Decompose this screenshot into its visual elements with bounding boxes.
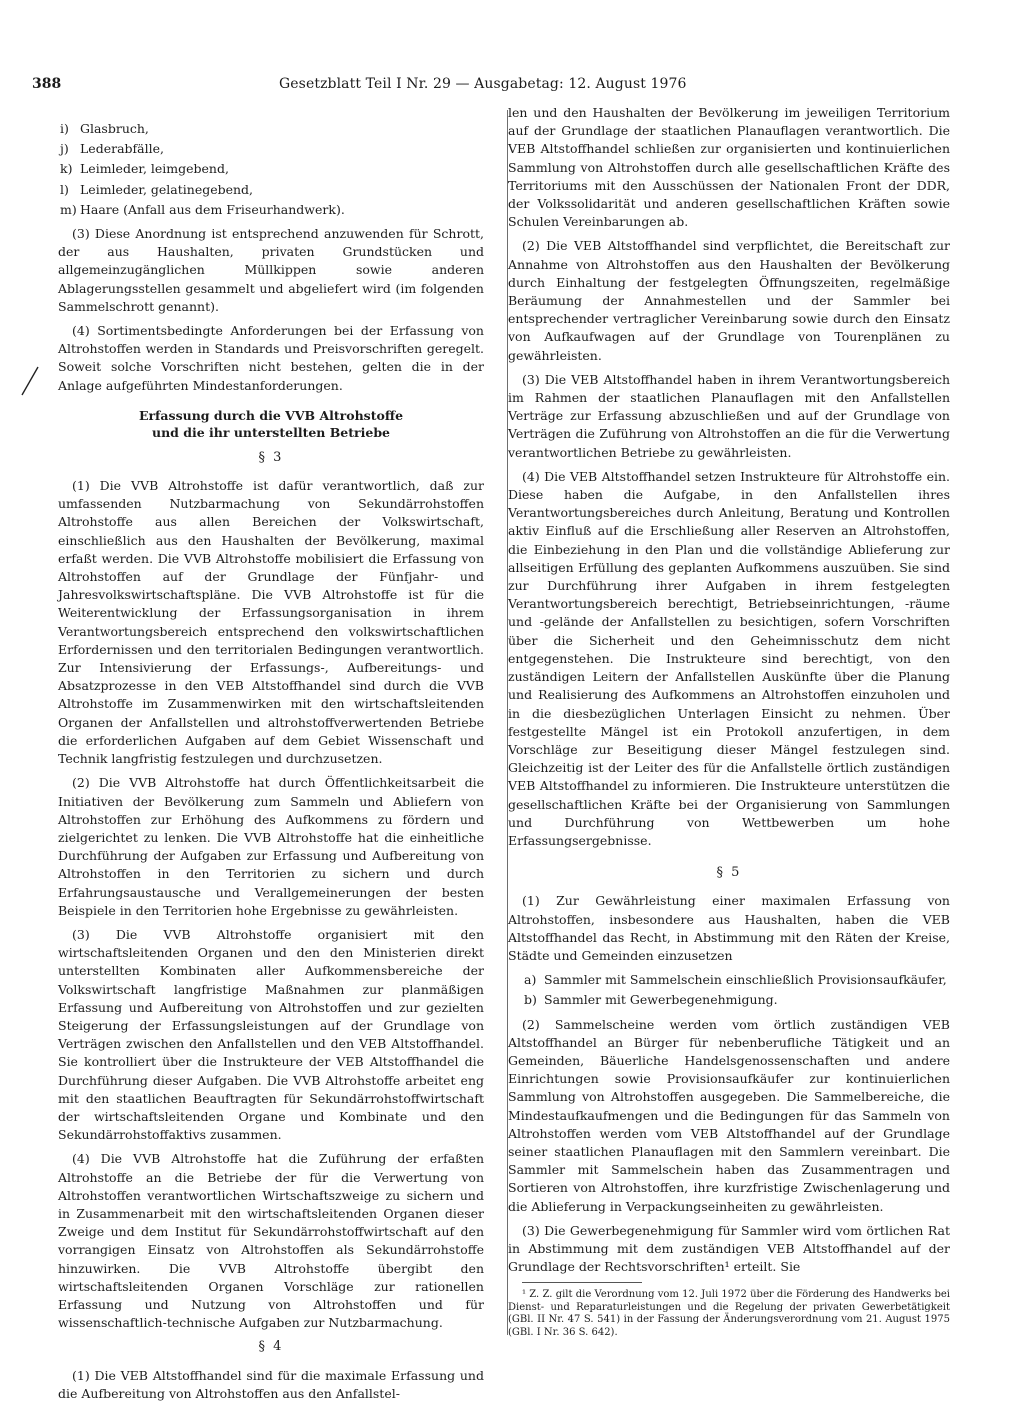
paragraph: (4) Die VVB Altrohstoffe hat die Zuführung der erfaßten Altrohstoffe an die Betriebe der für die Verwertung von Altrohstoffen verantwortlichen Wirtschaftszweige zu sichern und in Zusammenarbeit mit den wirtschaftsleitenden Organen dieser Zweige und dem Institut für Sekundärrohstoffwirtschaft auf den vorrangigen Einsatz von Altrohstoffen als Sekundärrohstoffe hinzuwirken. Die VVB Altrohstoffe übergibt den wirtschaftsleitenden Organen Vorschläge zur rationellen Erfassung und Nutzung von Altrohstoffen und für wissenschaftlich-technische Aufgaben zur Nutzbarmachung. (58, 1151, 484, 1331)
list-item: j) Lederabfälle, (60, 141, 164, 157)
list-item: k) Leimleder, leimgebend, (60, 161, 229, 177)
footnote-rule (522, 1282, 642, 1283)
paragraph: (4) Die VEB Altstoffhandel setzen Instrukteure für Altrohstoffe ein. Diese haben die Aufgabe, in den Anfallstellen ihres Verantwortungsbereiches durch Anleitung, Beratung und Kontrollen aktiv Einfluß auf die Erschließung aller Reserven an Altrohstoffen, die Einbeziehung in den Plan und die vollständige Ablieferung zur allseitigen Erfüllung des geplanten Aufkommens auszuüben. Sie sind zur Durchführung ihrer Aufgaben in ihrem festgelegten Verantwortungsbereich berechtigt, Betriebseinrichtungen, -räume und -gelände der Anfallstellen zu besichtigen, sofern Vorschriften über die Sicherheit und den Geheimnisschutz dem nicht entgegenstehen. Die Instrukteure sind berechtigt, von den zuständigen Leitern der Anfallstellen Auskünfte über die Planung und Realisierung des Aufkommens an Altrohstoffen einzuholen und in die diesbezüglichen Unterlagen Einsicht zu nehmen. Über festgestellte Mängel ist ein Protokoll anzufertigen, in dem Vorschläge zur Beseitigung dieser Mängel festzulegen sind. Gleichzeitig ist der Leiter des für die Anfallstelle örtlich zuständigen VEB Altstoffhandel zu informieren. Die Instrukteure unterstützen die gesellschaftlichen Kräfte bei der Organisierung von Sammlungen und Durchführung von Wettbewerben um hohe Erfassungsergebnisse. (508, 468, 950, 848)
paragraph: len und den Haushalten der Bevölkerung im jeweiligen Territorium auf der Grundlage der staatlichen Planauflagen verantwortlich. Die VEB Altstoffhandel schließen zur organisierten und kontinuierlichen Sammlung von Altrohstoffen durch alle gesellschaftlichen Kräfte des Territoriums mit den Ausschüssen der Nationalen Front der DDR, der Volkssolidarität und anderen gesellschaftlichen Kräften sowie Schulen Vereinbarungen ab. (508, 105, 950, 230)
page-header (32, 76, 987, 100)
paragraph: (1) Zur Gewährleistung einer maximalen Erfassung von Altrohstoffen, insbesondere aus Haushalten, haben die VEB Altstoffhandel das Recht, in Abstimmung mit den Räten der Kreise, Städte und Gemeinden einzusetzen (508, 893, 950, 963)
paragraph: (3) Die VEB Altstoffhandel haben in ihrem Verantwortungsbereich im Rahmen der staatlichen Planauflagen mit den Anfallstellen Verträge zur Erfassung abzuschließen und auf der Grundlage von Verträgen die Zuführung von Altrohstoffen an die für die Verwertung verantwortlichen Betriebe zu gewährleisten. (508, 371, 950, 460)
right-column (508, 104, 950, 1339)
list-item: l) Leimleder, gelatinegebend, (60, 181, 254, 197)
section-heading (58, 407, 484, 441)
paragraph: (1) Die VEB Altstoffhandel sind für die maximale Erfassung und die Aufbereitung von Altrohstoffen aus den Anfallstel- (58, 1367, 484, 1401)
section-number: § 5 (716, 865, 742, 881)
margin-pen-mark (18, 365, 42, 397)
list-item: b) Sammler mit Gewerbegenehmigung. (524, 992, 778, 1008)
material-list (58, 120, 484, 219)
paragraph: (2) Sammelscheine werden vom örtlich zuständigen VEB Altstoffhandel an Bürger für nebenberufliche Tätigkeit und an Gemeinden, Bäuerliche Handelsgenossenschaften und andere Einrichtungen sowie Provisionsaufkäufer zur kontinuierlichen Sammlung von Altrohstoffen ausgegeben. Die Sammelbereiche, die Mindestaufkaufmengen und die Bedingungen für das Sammeln von Altrohstoffen werden vom VEB Altstoffhandel auf der Grundlage seiner staatlichen Planauflagen mit den Sammlern vereinbart. Die Sammler mit Sammelschein haben das Zusammentragen und Sortieren von Altrohstoffen, ihre kurzfristige Zwischenlagerung und die Ablieferung in Verpackungseinheiten zu gewährleisten. (508, 1016, 950, 1214)
page-number: 388 (32, 76, 62, 92)
collector-list (522, 971, 950, 1009)
left-column (58, 118, 484, 1409)
list-item: i) Glasbruch, (60, 121, 149, 136)
running-head: Gesetzblatt Teil I Nr. 29 — Ausgabetag: 12. August 1976 (279, 76, 687, 92)
list-item: a) Sammler mit Sammelschein einschließlich Provisionsaufkäufer, (524, 972, 947, 988)
paragraph: (4) Sortimentsbedingte Anforderungen bei der Erfassung von Altrohstoffen werden in Standards und Preisvorschriften geregelt. Soweit solche Vorschriften nicht bestehen, gelten die in der Anlage aufgeführten Mindestanforderungen. (58, 323, 484, 393)
heading-line: und die ihr unterstellten Betriebe (151, 424, 391, 440)
paragraph: (1) Die VVB Altrohstoffe ist dafür verantwortlich, daß zur umfassenden Nutzbarmachung von Sekundärrohstoffen Altrohstoffe aus allen Bereichen der Volkswirtschaft, einschließlich aus den Haushalten der Bevölkerung, maximal erfaßt werden. Die VVB Altrohstoffe mobilisiert die Erfassung von Altrohstoffen auf der Grundlage der Fünfjahr- und Jahresvolkswirtschaftspläne. Die VVB Altrohstoffe ist für die Weiterentwicklung der Erfassungsorganisation in ihrem Verantwortungsbereich entsprechend den volkswirtschaftlichen Erfordernissen und den territorialen Bedingungen verantwortlich. Zur Intensivierung der Erfassungs-, Aufbereitungs- und Absatzprozesse in den VEB Altstoffhandel sind durch die VVB Altrohstoffe im Zusammenwirken mit den wirtschaftsleitenden Organen der Anfallstellen und altrohstoffverwertenden Betriebe die erforderlichen Aufgaben auf dem Gebiet Wissenschaft und Technik langfristig festzulegen und durchzusetzen. (58, 478, 484, 767)
heading-line: Erfassung durch die VVB Altrohstoffe (138, 407, 404, 423)
section-number: § 4 (258, 1339, 284, 1355)
paragraph: (2) Die VEB Altstoffhandel sind verpflichtet, die Bereitschaft zur Annahme von Altrohstoffen aus den Haushalten der Bevölkerung durch Einhaltung der festgelegten Öffnungszeiten, regelmäßige Beräumung der Annahmestellen und der Sammler bei entsprechender vertraglicher Vereinbarung sowie durch den Einsatz von Aufkaufwagen auf der Grundlage von Tourenplänen zu gewährleisten. (508, 238, 950, 363)
paragraph: (3) Die Gewerbegenehmigung für Sammler wird vom örtlichen Rat in Abstimmung mit dem zuständigen VEB Altstoffhandel auf der Grundlage der Rechtsvorschriften¹ erteilt. Sie (508, 1222, 950, 1275)
paragraph: (3) Diese Anordnung ist entsprechend anzuwenden für Schrott, der aus Haushalten, privaten Grundstücken und allgemeinzugänglichen Müllkippen sowie anderen Ablagerungsstellen gesammelt und abgeliefert wird (im folgenden Sammelschrott genannt). (58, 226, 484, 314)
footnote: ¹ Z. Z. gilt die Verordnung vom 12. Juli 1972 über die Förderung des Handwerks bei Dienst- und Reparaturleistungen und die Regelung der privaten Gewerbetätigkeit (GBl. II Nr. 47 S. 541) in der Fassung der Änderungsverordnung vom 21. August 1975 (GBl. I Nr. 36 S. 642). (508, 1289, 950, 1338)
paragraph: (2) Die VVB Altrohstoffe hat durch Öffentlichkeitsarbeit die Initiativen der Bevölkerung zum Sammeln und Abliefern von Altrohstoffen zur Erhöhung des Aufkommens zu fördern und zielgerichtet zu lenken. Die VVB Altrohstoffe hat die einheitliche Durchführung der Aufgaben zur Erfassung und Aufbereitung von Altrohstoffen in den Territorien zu sichern und durch Erfahrungsaustausche und Verallgemeinerungen der besten Beispiele in den Territorien hohe Ergebnisse zu gewährleisten. (58, 775, 484, 918)
paragraph: (3) Die VVB Altrohstoffe organisiert mit den wirtschaftsleitenden Organen und den den Ministerien direkt unterstellten Kombinaten aller Aufkommensbereiche der Volkswirtschaft langfristige Maßnahmen zur planmäßigen Erfassung und Aufbereitung von Altrohstoffen und zur gezielten Steigerung der Erfassungsleistungen auf der Grundlage von Verträgen zwischen den Anfallstellen und den VEB Altstoffhandel. Sie kontrolliert über die Instrukteure der VEB Altstoffhandel die Durchführung dieser Aufgaben. Die VVB Altrohstoffe arbeitet eng mit den staatlichen Beauftragten für Sekundärrohstoffwirtschaft der wirtschaftsleitenden Organe und Kombinate und den Sekundärrohstoffaktivs zusammen. (58, 926, 484, 1143)
list-item: m) Haare (Anfall aus dem Friseurhandwerk). (60, 201, 345, 217)
section-number: § 3 (258, 449, 284, 465)
